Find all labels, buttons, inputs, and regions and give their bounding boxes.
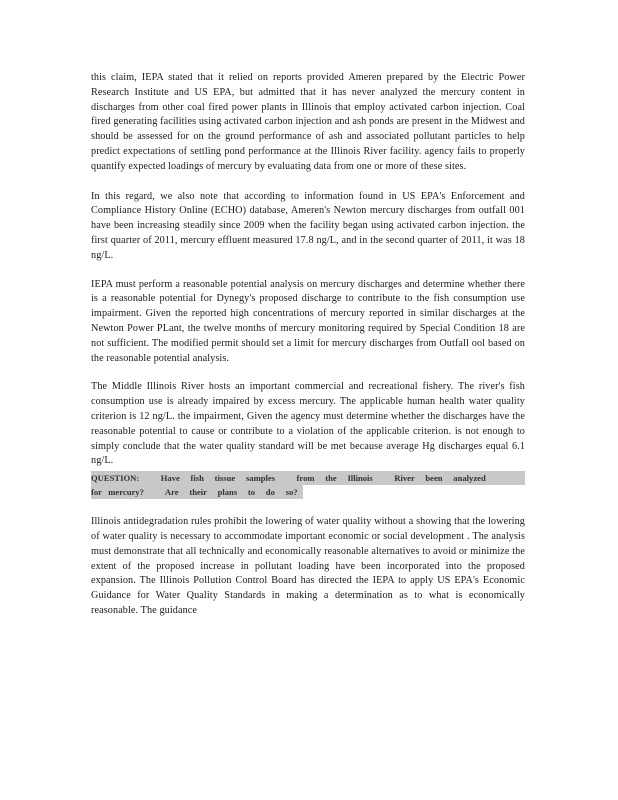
document-body bbox=[91, 71, 525, 633]
paragraph: The Middle Illinois River hosts an important commercial and recreational fishery. The river's fish consumption use is already impaired by excess mercury. The applicable human health water quality criterion is 12 ng/L. the impairment, Given the agency must determine whether the discharges have the reasonable potential to cause or contribute to a violation of the applicable criterion. is not enough to simply conclude that the water quality standard will be met because average Hg discharges equal 6.1 ng/L. bbox=[91, 381, 525, 467]
question-highlight bbox=[91, 471, 525, 499]
paragraph: this claim, IEPA stated that it relied on reports provided Ameren prepared by the Electric Power Research Institute and US EPA, but admitted that it has never analyzed the mercury content in discharges from other coal fired power plants in Illinois that employ activated carbon injection. Coal fired generating facilities using activated carbon injection and ash ponds are present in the Midwest and should be assessed for on the ground performance of ash and associated pollutant particles to help predict expectations of settling pond performance at the Illinois River facility. agency fails to properly quantify expected loadings of mercury by evaluating data from one or more of these sites. bbox=[91, 72, 525, 172]
question-line: QUESTION: Have fish tissue samples from the Illinois River been analyzed bbox=[91, 471, 525, 485]
question-line: for mercury? Are their plans to do so? bbox=[91, 485, 303, 499]
paragraph: IEPA must perform a reasonable potential analysis on mercury discharges and determine whether there is a reasonable potential for Dynegy's proposed discharge to contribute to the fish consumption use impairment. Given the reported high concentrations of mercury reported in similar discharges at the Newton Power PLant, the twelve months of mercury monitoring required by Special Condition 18 are not sufficient. The modified permit should set a limit for mercury discharges from Outfall ool based on the reasonable potential analysis. bbox=[91, 278, 525, 364]
paragraph: Illinois antidegradation rules prohibit the lowering of water quality without a showing that the lowering of water quality is necessary to accommodate important economic or social development . The analysis must demonstrate that all technically and economically reasonable alternatives to avoid or minimize the extent of the proposed increase in pollutant loading have been incorporated into the proposed expansion. The Illinois Pollution Control Board has directed the IEPA to apply US EPA's Economic Guidance for Water Quality Standards in making a determination as to what is economically reasonable. The guidance bbox=[91, 516, 525, 616]
paragraph: In this regard, we also note that according to information found in US EPA's Enforcement and Compliance History Online (ECHO) database, Ameren's Newton mercury discharges from outfall 001 have been increasing steadily since 2009 when the facility began using activated carbon injection. the first quarter of 2011, mercury effluent measured 17.8 ng/L, and in the second quarter of 2011, it was 18 ng/L. bbox=[91, 190, 525, 261]
